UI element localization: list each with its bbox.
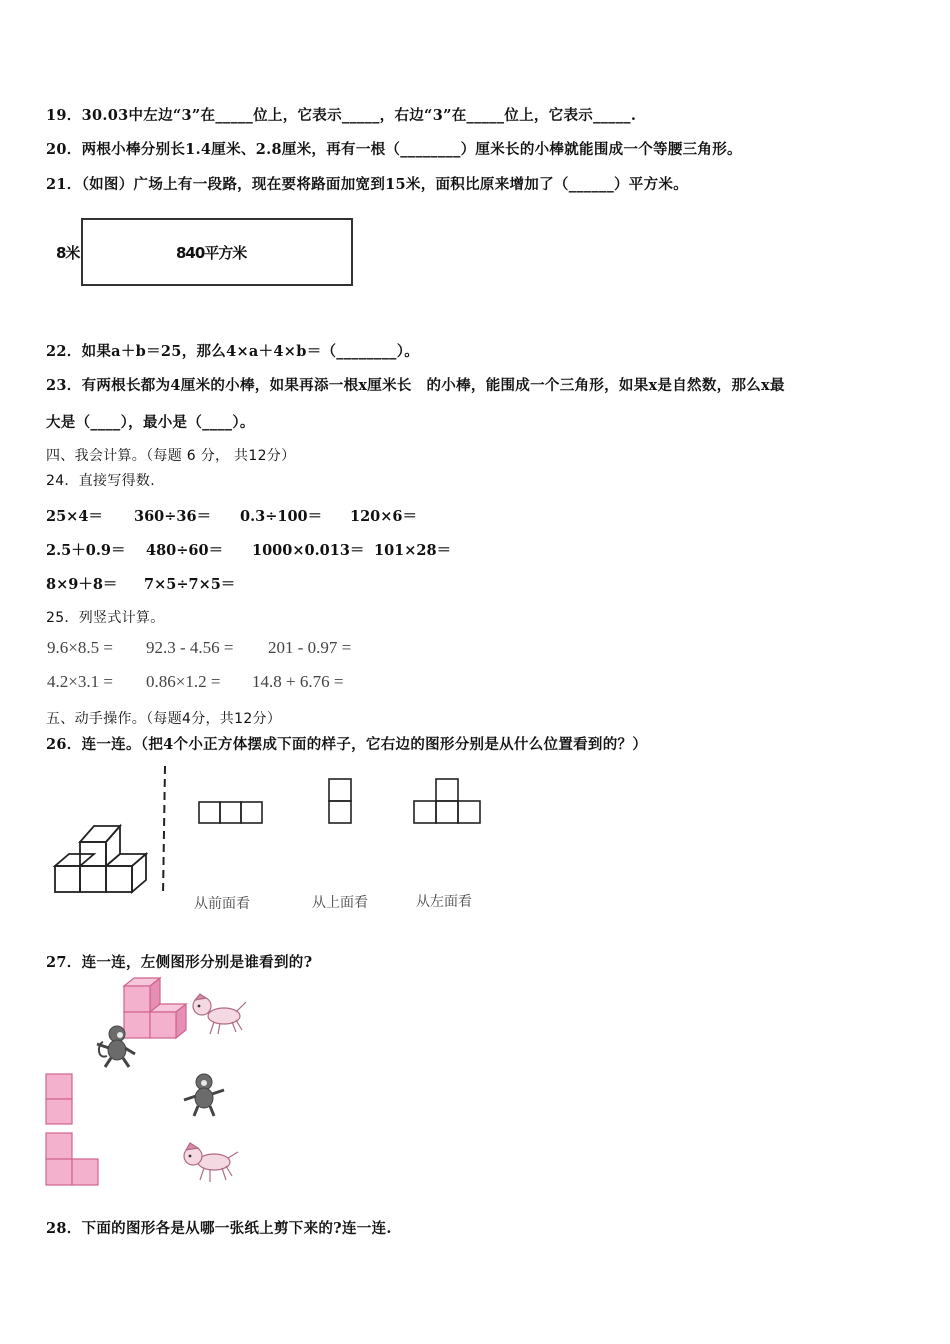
section-4-heading: 四、我会计算。（每题 6 分， 共12分）: [46, 448, 296, 464]
question-19: 19．30.03中左边“3”在_____位上，它表示_____，右边“3”在_____位上，它表示_____.: [46, 107, 637, 124]
vertical-calc-item: 201 - 0.97 =: [268, 638, 352, 657]
dashed-separator: [160, 766, 170, 896]
calc-item: 120×6＝: [350, 508, 418, 525]
question-23-line2: 大是（____），最小是（____）。: [46, 414, 255, 431]
view-left-shape: [413, 778, 483, 826]
section-5-heading: 五、动手操作。（每题4分，共12分）: [46, 711, 282, 727]
question-24: 24．直接写得数.: [46, 473, 155, 489]
view-shape-column: [45, 1073, 75, 1127]
monkey-icon: [93, 1024, 137, 1068]
calc-item: 480÷60＝: [146, 542, 224, 559]
view-label-front: 从前面看: [194, 896, 250, 912]
view-label-top: 从上面看: [312, 895, 368, 911]
calc-item: 25×4＝: [46, 508, 103, 525]
question-22: 22．如果a＋b＝25，那么4×a＋4×b＝（________）。: [46, 343, 420, 360]
figure-cube-stack: [50, 820, 155, 900]
vertical-calc-item: 4.2×3.1 =: [47, 672, 113, 691]
question-25: 25．列竖式计算。: [46, 610, 165, 626]
vertical-calc-item: 92.3 - 4.56 =: [146, 638, 234, 657]
question-23-line1: 23．有两根长都为4厘米的小棒，如果再添一根x厘米长 的小棒，能围成一个三角形，如果x是自然数，那么x最: [46, 377, 785, 394]
calc-item: 2.5＋0.9＝: [46, 542, 126, 559]
calc-item: 7×5÷7×5＝: [144, 576, 236, 593]
question-28: 28．下面的图形各是从哪一张纸上剪下来的?连一连.: [46, 1220, 392, 1237]
vertical-calc-item: 0.86×1.2 =: [146, 672, 221, 691]
question-21: 21．（如图）广场上有一段路，现在要将路面加宽到15米，面积比原来增加了（______）平方米。: [46, 176, 689, 193]
view-front-shape: [198, 801, 266, 825]
calc-item: 101×28＝: [374, 542, 452, 559]
question-26: 26．连一连。（把4个小正方体摆成下面的样子，它右边的图形分别是从什么位置看到的？）: [46, 736, 648, 753]
monkey-icon: [180, 1072, 228, 1118]
vertical-calc-item: 14.8 + 6.76 =: [252, 672, 344, 691]
dog-icon: [180, 1140, 242, 1184]
road-area-label: 840平方米: [176, 244, 247, 262]
view-shape-l: [45, 1132, 101, 1188]
calc-item: 0.3÷100＝: [240, 508, 323, 525]
view-label-left: 从左面看: [416, 894, 472, 910]
vertical-calc-item: 9.6×8.5 =: [47, 638, 113, 657]
question-27: 27．连一连，左侧图形分别是谁看到的?: [46, 954, 313, 971]
view-top-shape: [328, 778, 354, 826]
calc-item: 8×9＋8＝: [46, 576, 118, 593]
calc-item: 360÷36＝: [134, 508, 212, 525]
dog-icon: [188, 992, 250, 1036]
question-20: 20．两根小棒分别长1.4厘米、2.8厘米，再有一根（________）厘米长的小棒就能围成一个等腰三角形。: [46, 141, 742, 158]
road-width-label: 8米: [56, 244, 80, 262]
calc-item: 1000×0.013＝: [252, 542, 365, 559]
figure-road: [46, 214, 366, 290]
